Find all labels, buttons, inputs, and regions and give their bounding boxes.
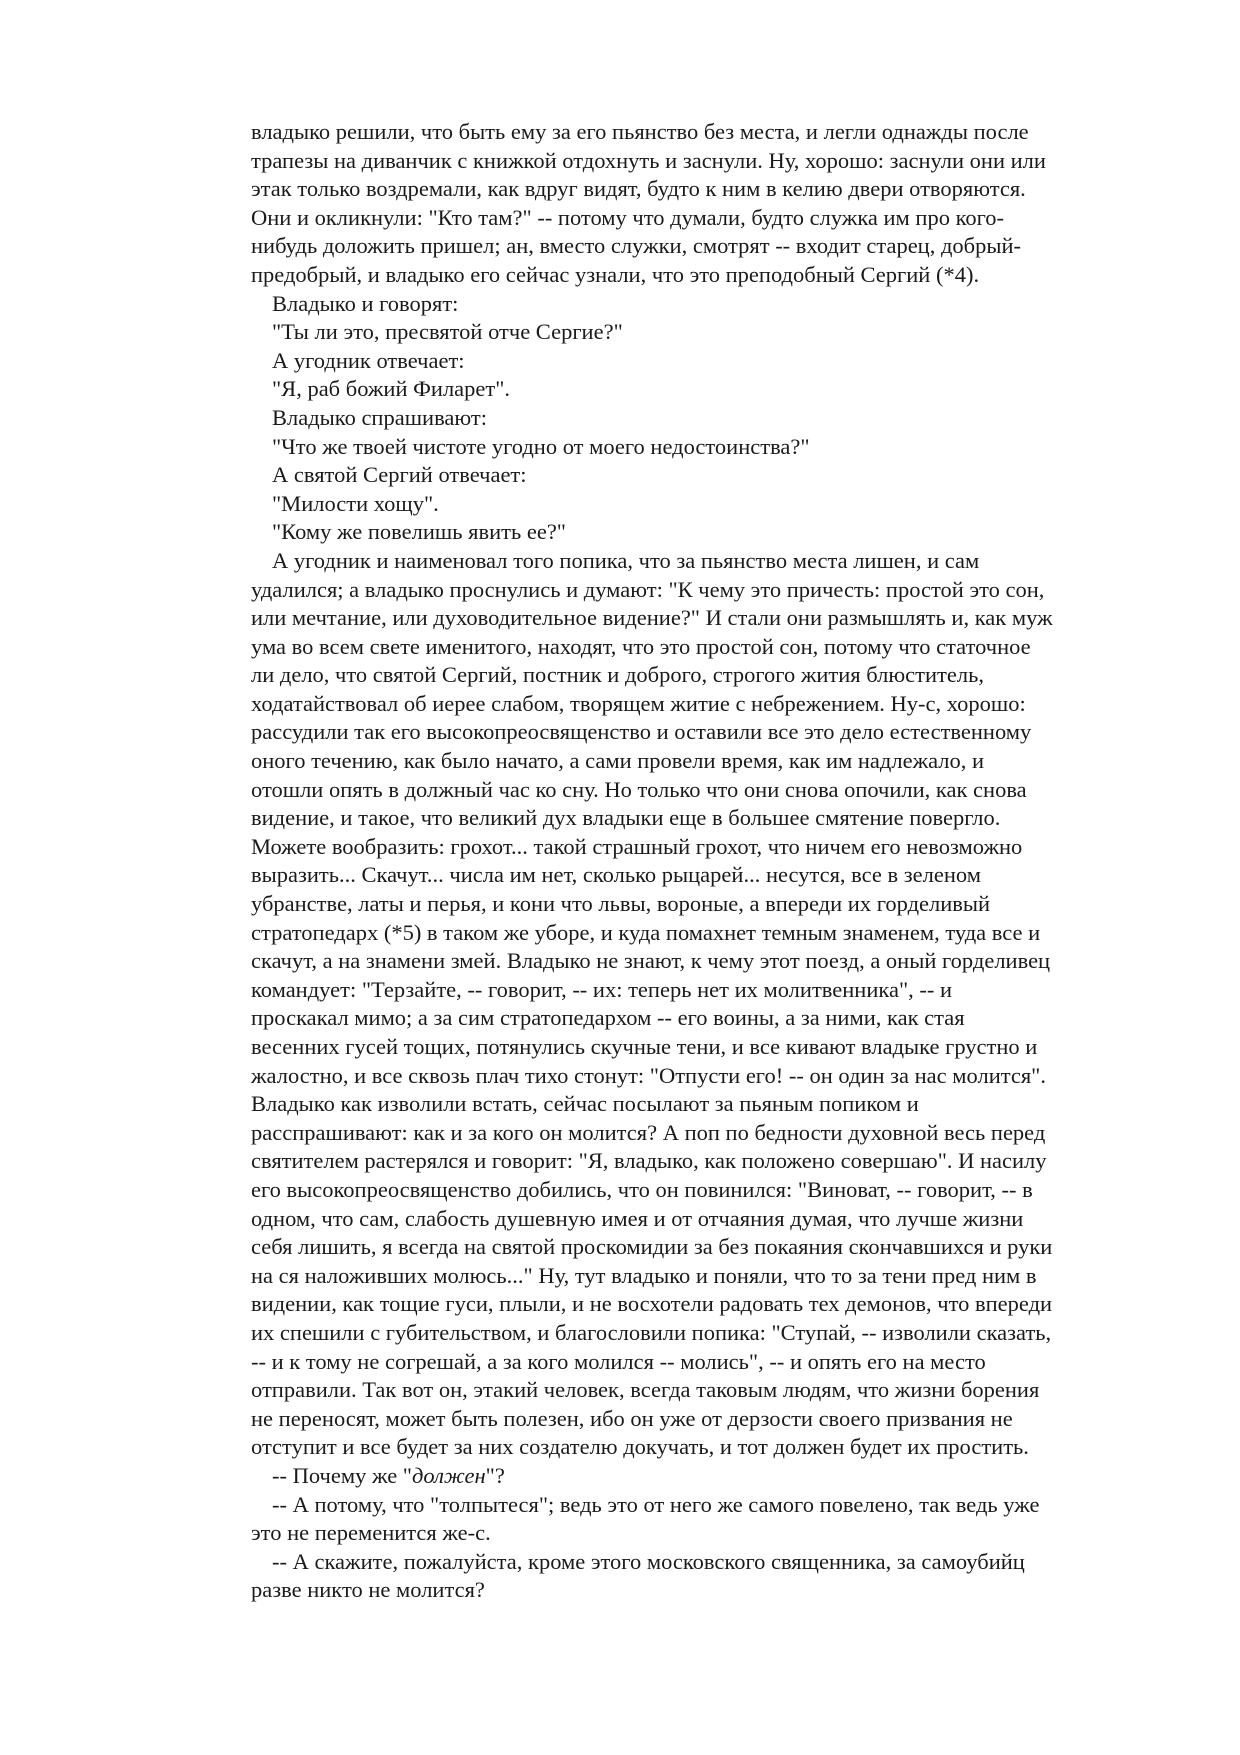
text-line: рассудили так его высокопреосвященство и оставили все это дело естественному bbox=[251, 719, 1032, 745]
text-line: командует: "Терзайте, -- говорит, -- их: теперь нет их молитвенника", -- и bbox=[251, 976, 953, 1002]
text-line: ходатайствовал об иерее слабом, творящем житие с небрежением. Ну-с, хорошо: bbox=[251, 690, 1026, 716]
text-line: Владыко и говорят: bbox=[272, 290, 459, 316]
dialogue-answer-line: -- А потому, что "толпытеся"; ведь это от него же самого повелено, так ведь уже bbox=[272, 1491, 1040, 1517]
text-line: трапезы на диванчик с книжкой отдохнуть и заснули. Ну, хорошо: заснули они или bbox=[251, 147, 1046, 173]
document-page bbox=[251, 118, 1151, 1605]
text-line: Владыко спрашивают: bbox=[272, 404, 487, 430]
text-line: видении, как тощие гуси, плыли, и не восхотели радовать тех демонов, что впереди bbox=[251, 1291, 1053, 1317]
text-line: этак только воздремали, как вдруг видят, будто к ним в келию двери отворяются. bbox=[251, 176, 1026, 202]
text-line: видение, и такое, что великий дух владыки еще в большее смятение повергло. bbox=[251, 805, 1001, 831]
text-line: или мечтание, или духоводительное видение?" И стали они размышлять и, как муж bbox=[251, 605, 1053, 631]
dialogue-answer-line: это не переменится же-с. bbox=[251, 1520, 491, 1546]
text-line: А угодник и наименовал того попика, что за пьянство места лишен, и сам bbox=[272, 547, 980, 573]
text-line: на ся наложивших молюсь..." Ну, тут владыко и поняли, что то за тени пред ним в bbox=[251, 1262, 1037, 1288]
text-line: Владыко как изволили встать, сейчас посылают за пьяным попиком и bbox=[251, 1091, 919, 1117]
text-line: "Кому же повелишь явить ее?" bbox=[272, 519, 566, 545]
text-line: ума во всем свете именитого, находят, что это простой сон, потому что статочное bbox=[251, 633, 1031, 659]
text-line: оного течению, как было начато, а сами провели время, как им надлежало, и bbox=[251, 748, 985, 774]
text-line: Они и окликнули: "Кто там?" -- потому что думали, будто служка им про кого- bbox=[251, 204, 1005, 230]
text-line: -- и к тому не согрешай, а за кого молился -- молись", -- и опять его на место bbox=[251, 1348, 986, 1374]
text-line: себя лишить, я всегда на святой проскомидии за без покаяния скончавшихся и руки bbox=[251, 1234, 1053, 1260]
text-line: удалился; а владыко проснулись и думают: "К чему это причесть: простой это сон, bbox=[251, 576, 1045, 602]
text-line: расспрашивают: как и за кого он молится? А поп по бедности духовной весь перед bbox=[251, 1119, 1046, 1145]
text-line: выразить... Скачут... числа им нет, сколько рыцарей... несутся, все в зеленом bbox=[251, 862, 981, 888]
text-line: А угодник отвечает: bbox=[272, 347, 465, 373]
text-line: отправили. Так вот он, этакий человек, всегда таковым людям, что жизни борения bbox=[251, 1377, 1040, 1403]
text-line: святителем растерялся и говорит: "Я, владыко, как положено совершаю". И насилу bbox=[251, 1148, 1047, 1174]
text-line: ли дело, что святой Сергий, постник и доброго, строгого жития блюститель, bbox=[251, 662, 984, 688]
text-line: их спешили с губительством, и благословили попика: "Ступай, -- изволили сказать, bbox=[251, 1319, 1052, 1345]
text-line: скачут, а на знамени змей. Владыко не знают, к чему этот поезд, а оный горделивец bbox=[251, 948, 1051, 974]
text-line: "Я, раб божий Филарет". bbox=[272, 376, 511, 402]
text-line: "Милости хощу". bbox=[272, 490, 439, 516]
text-line: не переносят, может быть полезен, ибо он уже от дерзости своего призвания не bbox=[251, 1405, 1013, 1431]
text-line: владыко решили, что быть ему за его пьянство без места, и легли однажды после bbox=[251, 119, 1029, 144]
text-line: "Ты ли это, пресвятой отче Сергие?" bbox=[272, 319, 623, 345]
text-line: нибудь доложить пришел; ан, вместо служки, смотрят -- входит старец, добрый- bbox=[251, 233, 1022, 259]
text-line: его высокопреосвященство добились, что он повинился: "Виноват, -- говорит, -- в bbox=[251, 1176, 1033, 1202]
question-suffix: "? bbox=[485, 1462, 505, 1488]
text-line: предобрый, и владыко его сейчас узнали, что это преподобный Сергий (*4). bbox=[251, 261, 980, 287]
dialogue-question-line bbox=[251, 1462, 1151, 1491]
text-line: одном, что сам, слабость душевную имея и от отчаяния думая, что лучше жизни bbox=[251, 1205, 1024, 1231]
text-line: отошли опять в должный час ко сну. Но только что они снова опочили, как снова bbox=[251, 776, 1027, 802]
text-line: Можете вообразить: грохот... такой страшный грохот, что ничем его невозможно bbox=[251, 833, 1023, 859]
text-line: "Что же твоей чистоте угодно от моего недостоинства?" bbox=[272, 433, 810, 459]
text-line: отступит и все будет за них создателю докучать, и тот должен будет их простить. bbox=[251, 1434, 1029, 1460]
dialogue-question-line: -- А скажите, пожалуйста, кроме этого московского священника, за самоубийц bbox=[272, 1548, 1025, 1574]
text-line: проскакал мимо; а за сим стратопедархом -- его воины, а за ними, как стая bbox=[251, 1005, 965, 1031]
emphasized-word: должен bbox=[412, 1462, 486, 1488]
text-line: А святой Сергий отвечает: bbox=[272, 462, 527, 488]
text-line: убранстве, латы и перья, и кони что львы, вороные, а впереди их горделивый bbox=[251, 891, 991, 917]
dialogue-question-line: разве никто не молится? bbox=[251, 1577, 485, 1603]
text-line: весенних гусей тощих, потянулись скучные тени, и все кивают владыке грустно и bbox=[251, 1034, 1038, 1059]
text-line: стратопедарх (*5) в таком же уборе, и куда помахнет темным знаменем, туда все и bbox=[251, 919, 1041, 945]
question-prefix: -- Почему же " bbox=[272, 1462, 412, 1488]
text-line: жалостно, и все сквозь плач тихо стонут: "Отпусти его! -- он один за нас молится". bbox=[251, 1062, 1046, 1088]
